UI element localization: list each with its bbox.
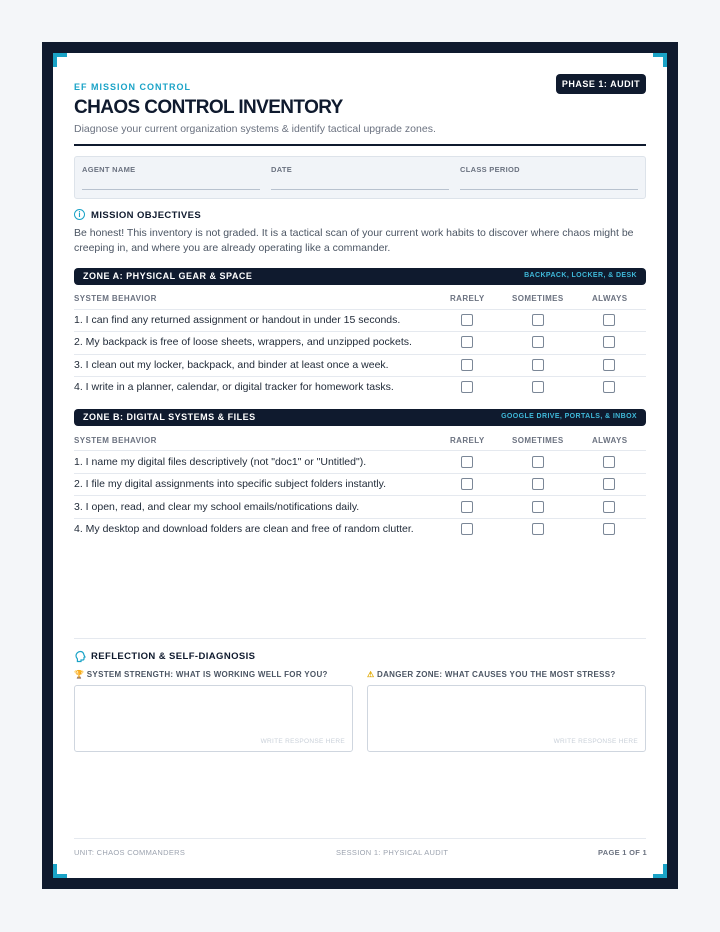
- sometimes-checkbox[interactable]: [532, 501, 544, 513]
- col-sometimes: SOMETIMES: [512, 294, 564, 303]
- rarely-checkbox[interactable]: [461, 501, 473, 513]
- strength-prompt: 🏆 SYSTEM STRENGTH: WHAT IS WORKING WELL FOR YOU?: [74, 670, 328, 679]
- col-rarely: RARELY: [450, 294, 485, 303]
- zone-a-item-4: 4. I write in a planner, calendar, or digital tracker for homework tasks.: [74, 381, 394, 393]
- objectives-heading: MISSION OBJECTIVES: [91, 210, 202, 221]
- danger-prompt: ⚠ DANGER ZONE: WHAT CAUSES YOU THE MOST STRESS?: [367, 670, 616, 679]
- trophy-icon: 🏆: [74, 670, 85, 679]
- rarely-checkbox[interactable]: [461, 314, 473, 326]
- row-divider: [74, 376, 646, 377]
- zone-a-item-1: 1. I can find any returned assignment or handout in under 15 seconds.: [74, 314, 401, 326]
- always-checkbox[interactable]: [603, 523, 615, 535]
- zone-b-bar: [74, 409, 646, 426]
- footer-session: SESSION 1: PHYSICAL AUDIT: [336, 848, 449, 857]
- col-behavior: SYSTEM BEHAVIOR: [74, 294, 157, 303]
- always-checkbox[interactable]: [603, 478, 615, 490]
- col-always: ALWAYS: [592, 294, 628, 303]
- agent-name-label: AGENT NAME: [82, 165, 136, 174]
- zone-b-tag: GOOGLE DRIVE, PORTALS, & INBOX: [501, 413, 637, 420]
- sometimes-checkbox[interactable]: [532, 523, 544, 535]
- row-divider: [74, 473, 646, 474]
- corner-accent: [53, 864, 67, 878]
- reflection-heading: REFLECTION & SELF-DIAGNOSIS: [91, 651, 256, 662]
- zone-a-item-2: 2. My backpack is free of loose sheets, wrappers, and unzipped pockets.: [74, 336, 412, 348]
- rarely-checkbox[interactable]: [461, 478, 473, 490]
- agent-name-field[interactable]: [82, 189, 260, 190]
- page-title: CHAOS CONTROL INVENTORY: [74, 97, 343, 118]
- sometimes-checkbox[interactable]: [532, 478, 544, 490]
- zone-a-tag: BACKPACK, LOCKER, & DESK: [524, 272, 637, 279]
- section-divider: [74, 638, 646, 639]
- brain-icon: [74, 650, 87, 666]
- col-always: ALWAYS: [592, 436, 628, 445]
- always-checkbox[interactable]: [603, 501, 615, 513]
- corner-accent: [53, 53, 67, 67]
- class-period-label: CLASS PERIOD: [460, 165, 520, 174]
- row-divider: [74, 331, 646, 332]
- always-checkbox[interactable]: [603, 336, 615, 348]
- rarely-checkbox[interactable]: [461, 523, 473, 535]
- sometimes-checkbox[interactable]: [532, 314, 544, 326]
- class-period-field[interactable]: [460, 189, 638, 190]
- objectives-text: Be honest! This inventory is not graded. It is a tactical scan of your current work habits to discover where chaos might be creeping in, and where you are already operating like a commander.: [74, 227, 634, 254]
- row-divider: [74, 309, 646, 310]
- sometimes-checkbox[interactable]: [532, 336, 544, 348]
- response-hint: WRITE RESPONSE HERE: [260, 738, 345, 745]
- rarely-checkbox[interactable]: [461, 359, 473, 371]
- always-checkbox[interactable]: [603, 381, 615, 393]
- date-field[interactable]: [271, 189, 449, 190]
- student-info-box: [74, 156, 646, 199]
- row-divider: [74, 495, 646, 496]
- footer-page-number: PAGE 1 OF 1: [598, 848, 648, 857]
- warning-icon: ⚠: [367, 670, 375, 679]
- info-icon: i: [74, 209, 85, 220]
- col-sometimes: SOMETIMES: [512, 436, 564, 445]
- danger-response-box[interactable]: [367, 685, 646, 752]
- zone-a-item-3: 3. I clean out my locker, backpack, and binder at least once a week.: [74, 359, 389, 371]
- zone-b-item-2: 2. I file my digital assignments into specific subject folders instantly.: [74, 478, 387, 490]
- page-subtitle: Diagnose your current organization systems & identify tactical upgrade zones.: [74, 123, 436, 135]
- response-hint: WRITE RESPONSE HERE: [553, 738, 638, 745]
- always-checkbox[interactable]: [603, 456, 615, 468]
- footer-rule: [74, 838, 646, 839]
- zone-b-item-3: 3. I open, read, and clear my school emails/notifications daily.: [74, 501, 360, 513]
- rarely-checkbox[interactable]: [461, 381, 473, 393]
- header-rule: [74, 144, 646, 146]
- always-checkbox[interactable]: [603, 314, 615, 326]
- footer-unit: UNIT: CHAOS COMMANDERS: [74, 848, 186, 857]
- zone-b-title: ZONE B: DIGITAL SYSTEMS & FILES: [83, 412, 256, 422]
- strength-response-box[interactable]: [74, 685, 353, 752]
- row-divider: [74, 450, 646, 451]
- row-divider: [74, 354, 646, 355]
- phase-badge: PHASE 1: AUDIT: [556, 74, 646, 94]
- sometimes-checkbox[interactable]: [532, 359, 544, 371]
- rarely-checkbox[interactable]: [461, 336, 473, 348]
- rarely-checkbox[interactable]: [461, 456, 473, 468]
- always-checkbox[interactable]: [603, 359, 615, 371]
- row-divider: [74, 518, 646, 519]
- zone-b-item-1: 1. I name my digital files descriptively (not "doc1" or "Untitled").: [74, 456, 367, 468]
- zone-b-item-4: 4. My desktop and download folders are clean and free of random clutter.: [74, 523, 414, 535]
- zone-a-title: ZONE A: PHYSICAL GEAR & SPACE: [83, 271, 253, 281]
- program-kicker: EF MISSION CONTROL: [74, 82, 191, 92]
- sometimes-checkbox[interactable]: [532, 456, 544, 468]
- col-rarely: RARELY: [450, 436, 485, 445]
- col-behavior: SYSTEM BEHAVIOR: [74, 436, 157, 445]
- date-label: DATE: [271, 165, 293, 174]
- corner-accent: [653, 53, 667, 67]
- sometimes-checkbox[interactable]: [532, 381, 544, 393]
- zone-a-bar: [74, 268, 646, 285]
- corner-accent: [653, 864, 667, 878]
